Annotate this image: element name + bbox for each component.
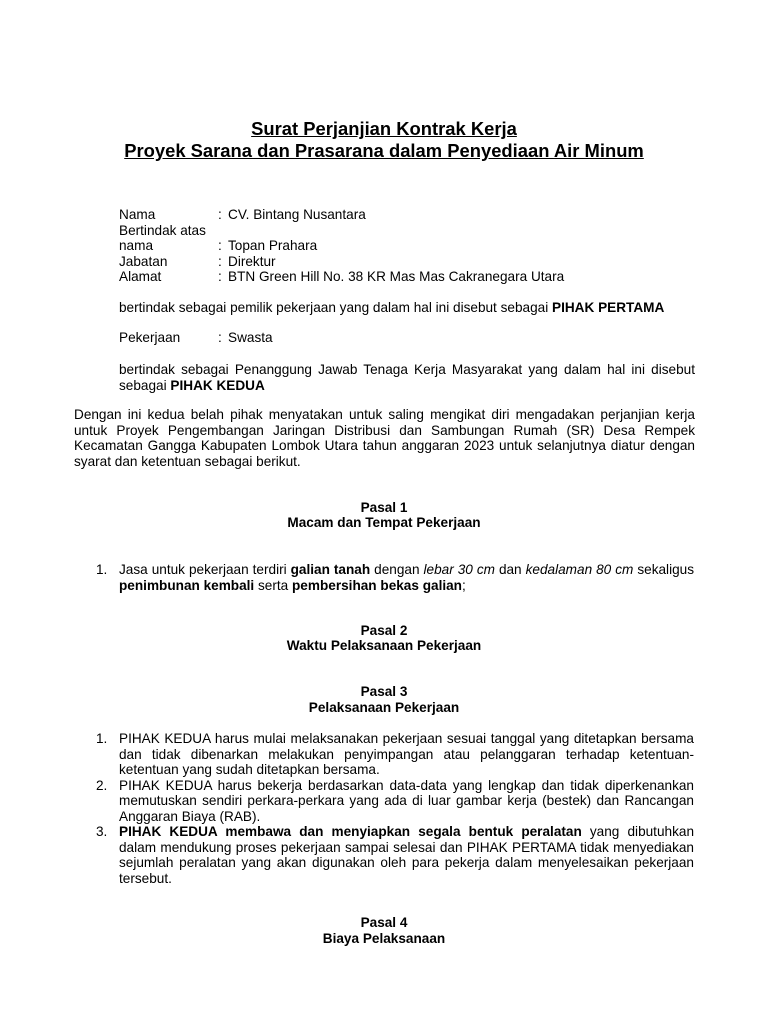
intro-paragraph: Dengan ini kedua belah pihak menyatakan untuk saling mengikat diri mengadakan perjanjian kerja untuk Proyek Pengembangan Jaringan Distribusi dan Sambungan Rumah (SR) Desa Rempek Kecamatan Gangga Kabupaten Lombok Utara tahun anggaran 2023 untuk selanjutnya diatur dengan syarat dan ketentuan sebagai berikut. bbox=[74, 407, 695, 469]
colon: : bbox=[218, 207, 222, 222]
pihak-kedua-label: PIHAK KEDUA bbox=[170, 377, 265, 393]
bertindak-value: Topan Prahara bbox=[228, 238, 318, 253]
pihak-pertama-role-text: bertindak sebagai pemilik pekerjaan yang dalam hal ini disebut sebagai bbox=[119, 300, 553, 315]
item-text: dengan bbox=[370, 562, 424, 577]
pihak-pertama-label: PIHAK PERTAMA bbox=[552, 300, 665, 315]
pasal-2-title: Waktu Pelaksanaan Pekerjaan bbox=[286, 638, 482, 653]
pekerjaan-value: Swasta bbox=[228, 330, 273, 345]
list-number: 1. bbox=[96, 731, 108, 746]
item-text: dan bbox=[494, 562, 526, 577]
nama-value: CV. Bintang Nusantara bbox=[228, 207, 366, 222]
colon: : bbox=[218, 269, 222, 284]
pihak-pertama-identity bbox=[119, 207, 719, 285]
item-text: sekaligus bbox=[633, 562, 695, 577]
pasal-2-number: Pasal 2 bbox=[360, 623, 408, 638]
alamat-row bbox=[119, 269, 719, 285]
alamat-value: BTN Green Hill No. 38 KR Mas Mas Cakranegara Utara bbox=[228, 269, 565, 284]
document-title: Surat Perjanjian Kontrak Kerja bbox=[251, 118, 517, 139]
list-number: 2. bbox=[96, 777, 108, 793]
list-item bbox=[96, 824, 694, 886]
pasal-1-list bbox=[96, 562, 694, 593]
pihak-kedua-role-text: bertindak sebagai Penanggung Jawab Tenaga Kerja Masyarakat yang dalam hal ini disebut sebagai bbox=[119, 362, 695, 393]
pasal-4-number: Pasal 4 bbox=[360, 915, 408, 930]
item-bold-text: pembersihan bekas galian bbox=[292, 577, 462, 593]
jabatan-label: Jabatan bbox=[119, 253, 168, 269]
alamat-label: Alamat bbox=[119, 269, 162, 284]
colon: : bbox=[218, 253, 222, 269]
pasal-3-number: Pasal 3 bbox=[360, 684, 408, 699]
list-number: 3. bbox=[96, 824, 108, 839]
item-text: Jasa untuk pekerjaan terdiri bbox=[119, 562, 291, 577]
bertindak-label-line1: Bertindak atas bbox=[119, 222, 206, 238]
item-text: yang dibutuhkan dalam mendukung proses pekerjaan sampai selesai dan PIHAK PERTAMA tidak menyediakan sejumlah peralatan yang akan digunakan oleh para pekerja dalam menyelesaikan pekerjaan tersebut. bbox=[119, 824, 694, 886]
jabatan-row bbox=[119, 254, 719, 270]
pasal-3-title: Pelaksanaan Pekerjaan bbox=[308, 700, 460, 715]
list-item bbox=[96, 778, 694, 825]
pasal-1-number: Pasal 1 bbox=[360, 500, 408, 515]
pekerjaan-row bbox=[119, 330, 719, 346]
bertindak-row-1 bbox=[119, 223, 719, 239]
pekerjaan-label: Pekerjaan bbox=[119, 330, 181, 345]
item-text: serta bbox=[254, 577, 292, 593]
pasal-3-list bbox=[96, 731, 694, 886]
pasal-1-title: Macam dan Tempat Pekerjaan bbox=[287, 515, 481, 530]
colon: : bbox=[218, 238, 222, 253]
item-italic-text: lebar 30 cm bbox=[423, 562, 495, 577]
pihak-pertama-role bbox=[119, 300, 699, 316]
item-text: PIHAK KEDUA harus mulai melaksanakan pekerjaan sesuai tanggal yang ditetapkan bersama dan tidak dibenarkan melakukan penyimpangan atau pelanggaran terhadap ketentuan-ketentuan yang sudah ditetapkan bersama. bbox=[119, 731, 694, 777]
pasal-4-title: Biaya Pelaksanaan bbox=[322, 931, 446, 946]
list-item bbox=[96, 562, 694, 593]
item-bold-text: penimbunan kembali bbox=[119, 577, 255, 593]
list-item bbox=[96, 731, 694, 778]
bertindak-label-line2: nama bbox=[119, 238, 154, 253]
list-number: 1. bbox=[96, 562, 108, 577]
pihak-kedua-role bbox=[119, 362, 695, 393]
nama-row bbox=[119, 207, 719, 223]
item-text: ; bbox=[462, 577, 466, 593]
item-bold-text: PIHAK KEDUA membawa dan menyiapkan segala bentuk peralatan bbox=[119, 824, 582, 839]
colon: : bbox=[218, 330, 222, 345]
nama-label: Nama bbox=[119, 207, 156, 222]
pihak-kedua-identity bbox=[119, 330, 719, 346]
item-italic-text: kedalaman 80 cm bbox=[525, 562, 634, 577]
jabatan-value: Direktur bbox=[228, 253, 276, 269]
item-bold-text: galian tanah bbox=[290, 562, 371, 577]
item-text: PIHAK KEDUA harus bekerja berdasarkan data-data yang lengkap dan tidak diperkenankan memutuskan sendiri perkara-perkara yang ada di luar gambar kerja (bestek) dan Rancangan Anggaran Biaya (RAB). bbox=[119, 777, 694, 824]
document-subtitle: Proyek Sarana dan Prasarana dalam Penyediaan Air Minum bbox=[124, 140, 644, 161]
bertindak-row-2 bbox=[119, 238, 719, 254]
